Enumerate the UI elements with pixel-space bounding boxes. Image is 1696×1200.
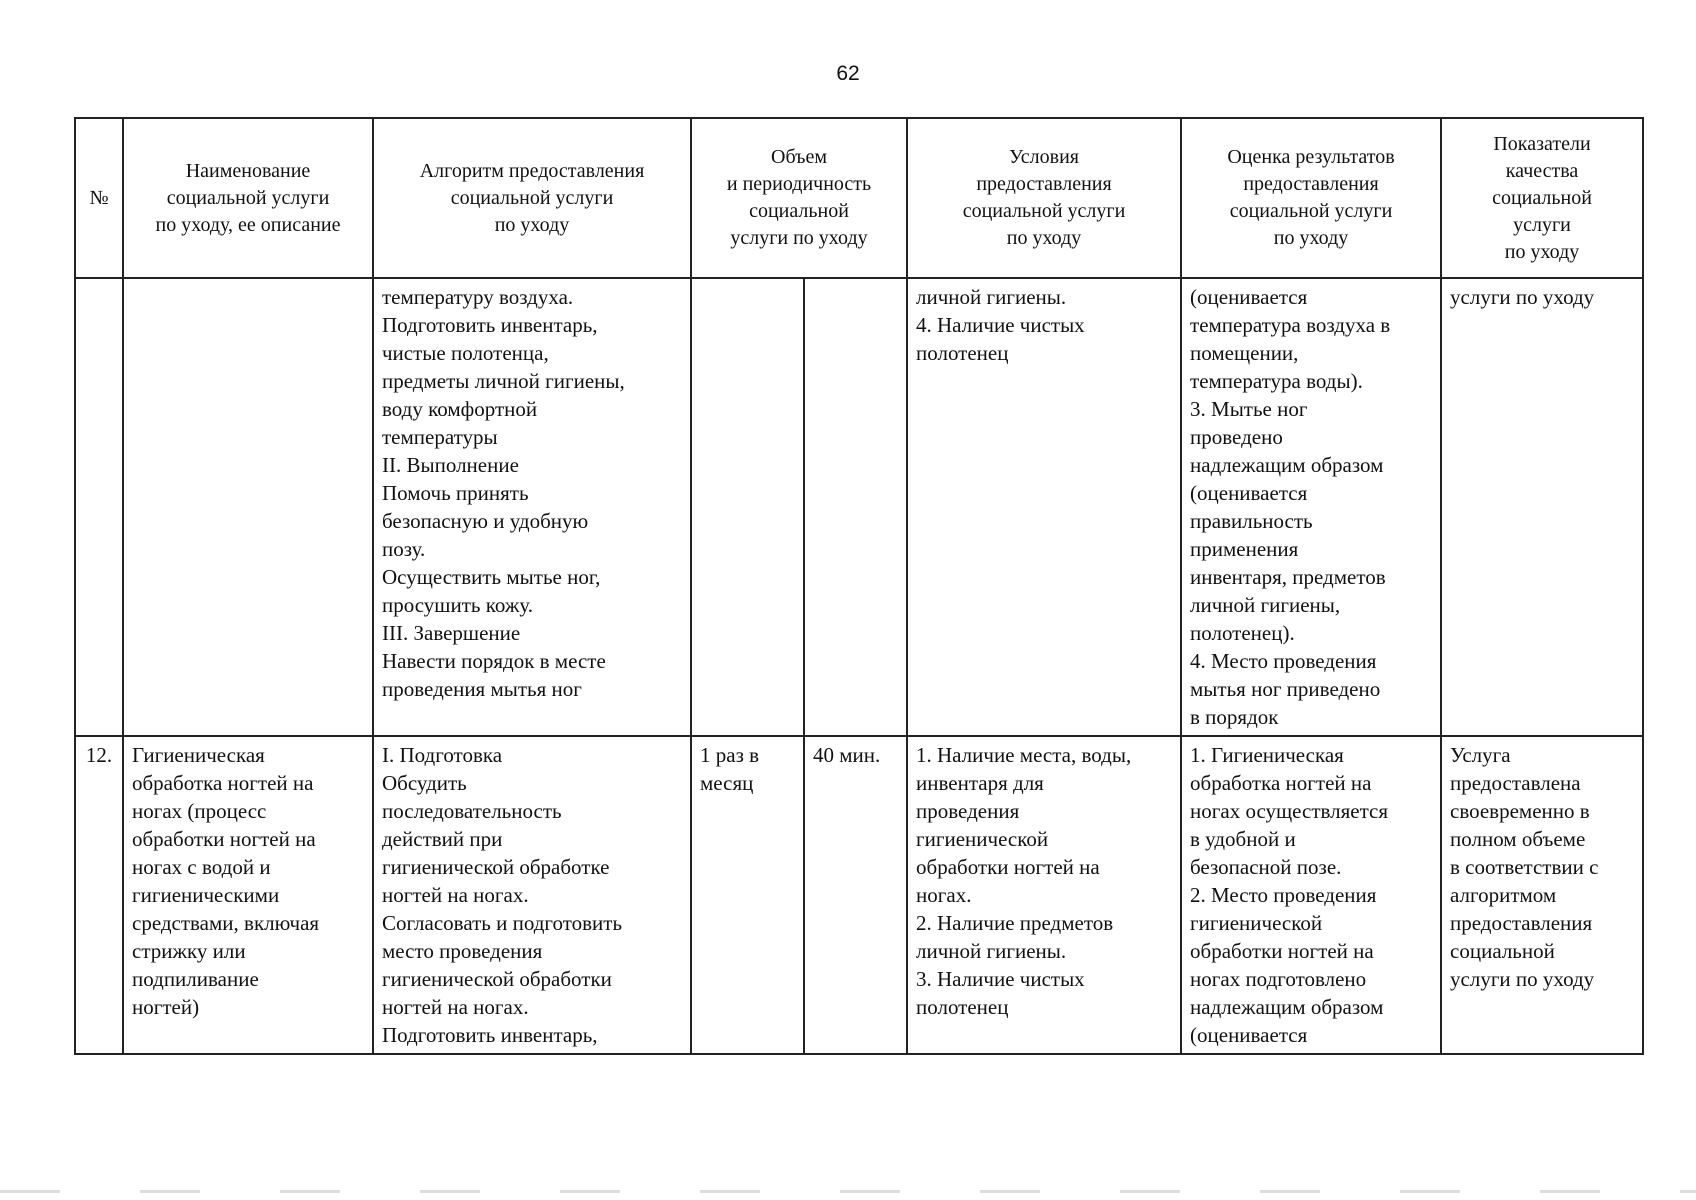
text-line: помещении, [1190,341,1299,365]
text-line: Помочь принять [382,481,529,505]
text-line: Гигиеническая [132,743,265,767]
text-line: стрижку или [132,939,246,963]
text-line: по уходу [1504,240,1580,263]
text-line: безопасную и удобную [382,509,589,533]
algorithm-cell [373,736,691,1054]
text-line: II. Выполнение [382,453,519,477]
services-table [74,117,1644,1055]
text-line: безопасной позе. [1190,855,1342,879]
text-line: социальной услуги [166,186,330,209]
text-line: Условия [1009,146,1079,168]
conditions-cell [907,736,1181,1054]
text-line: гигиенической [916,827,1049,851]
text-line: социальной [1450,939,1555,963]
text-line: услуги по уходу [1450,285,1595,309]
text-line: предоставления [1243,173,1379,195]
text-line: гигиенической обработке [382,855,610,879]
text-line: ногах (процесс [132,799,267,823]
text-line: социальной [1492,186,1592,209]
duration-cell: 40 мин. [804,736,907,1054]
text-line: полотенец). [1190,621,1295,645]
text-line: I. Подготовка [382,743,503,767]
text-line: 2. Место проведения [1190,883,1377,907]
text-line: алгоритмом [1450,883,1557,907]
text-line: просушить кожу. [382,593,533,617]
text-line: Подготовить инвентарь, [382,1023,598,1047]
text-line: 1. Гигиеническая [1190,743,1344,767]
text-line: 1 раз в [700,743,760,767]
text-line: проведено [1190,425,1283,449]
text-line: социальной услуги [1229,200,1393,222]
text-line: Услуга [1450,743,1511,767]
header-name [123,118,373,278]
page-number: 62 [836,62,860,85]
text-line: услуги [1513,213,1571,236]
text-line: проведения мытья ног [382,677,582,701]
text-line: действий при [382,827,503,851]
text-line: гигиеническими [132,883,280,907]
text-line: 4. Место проведения [1190,649,1377,673]
text-line: полном объеме [1450,827,1586,851]
text-line: услуги по уходу [1450,967,1595,991]
text-line: средствами, включая [132,911,320,935]
text-line: в порядок [1190,705,1279,729]
text-line: ногах. [916,883,972,907]
text-line: полотенец [916,341,1009,365]
text-line: ногтей на ногах. [382,883,529,907]
text-line: последовательность [382,799,562,823]
header-num: № [75,118,123,278]
text-line: обработки ногтей на [1190,939,1374,963]
text-line: Показатели [1493,132,1591,155]
text-line: в удобной и [1190,827,1296,851]
text-line: Оценка результатов [1227,146,1395,168]
text-line: социальной услуги [962,200,1126,222]
duration-cell [804,278,907,736]
text-line: Наименование [185,159,311,182]
text-line: предоставления [1450,911,1593,935]
text-line: личной гигиены. [916,939,1067,963]
text-line: температура воды). [1190,369,1363,393]
text-line: социальной [749,200,849,222]
text-line: проведения [916,799,1020,823]
text-line: Подготовить инвентарь, [382,313,598,337]
text-line: 4. Наличие чистых [916,313,1085,337]
conditions-cell [907,278,1181,736]
text-line: чистые полотенца, [382,341,549,365]
text-line: услуги по уходу [730,227,868,249]
service-name-cell [123,278,373,736]
text-line: применения [1190,537,1299,561]
quality-cell [1441,736,1643,1054]
text-line: по уходу [494,213,570,236]
frequency-cell [691,278,804,736]
text-line: 1. Наличие места, воды, [916,743,1132,767]
text-line: социальной услуги [450,186,614,209]
text-line: в соответствии с [1450,855,1599,879]
text-line: Объем [771,146,827,168]
evaluation-cell [1181,736,1441,1054]
text-line: позу. [382,537,426,561]
text-line: личной гигиены, [1190,593,1341,617]
text-line: 3. Мытье ног [1190,397,1308,421]
text-line: полотенец [916,995,1009,1019]
text-line: инвентаря для [916,771,1044,795]
text-line: ногтей) [132,995,200,1019]
row-number: 12. [75,736,123,1054]
text-line: личной гигиены. [916,285,1067,309]
text-line: ногтей на ногах. [382,995,529,1019]
text-line: ногах осуществляется [1190,799,1389,823]
text-line: (оценивается [1190,481,1308,505]
row-number [75,278,123,736]
text-line: инвентаря, предметов [1190,565,1386,589]
header-algorithm [373,118,691,278]
text-line: предоставления [976,173,1112,195]
text-line: 2. Наличие предметов [916,911,1114,935]
frequency-cell [691,736,804,1054]
text-line: гигиенической [1190,911,1323,935]
text-line: III. Завершение [382,621,521,645]
text-line: подпиливание [132,967,259,991]
text-line: обработки ногтей на [916,855,1100,879]
text-line: 3. Наличие чистых [916,967,1085,991]
table-row [75,278,1643,736]
text-line: и периодичность [726,173,872,195]
header-quality [1441,118,1643,278]
evaluation-cell [1181,278,1441,736]
text-line: правильность [1190,509,1313,533]
text-line: Обсудить [382,771,467,795]
text-line: Алгоритм предоставления [419,159,645,182]
text-line: воду комфортной [382,397,538,421]
table-header-row [75,118,1643,278]
quality-cell [1441,278,1643,736]
text-line: температуру воздуха. [382,285,574,309]
service-name-cell [123,736,373,1054]
text-line: по уходу [1006,227,1082,249]
text-line: ногах с водой и [132,855,271,879]
text-line: обработка ногтей на [132,771,314,795]
text-line: обработка ногтей на [1190,771,1372,795]
text-line: по уходу, ее описание [155,213,341,236]
table-row [75,736,1643,1054]
text-line: (оценивается [1190,1023,1308,1047]
header-conditions [907,118,1181,278]
text-line: месяц [700,771,754,795]
text-line: надлежащим образом [1190,995,1384,1019]
text-line: предметы личной гигиены, [382,369,625,393]
text-line: своевременно в [1450,799,1590,823]
text-line: обработки ногтей на [132,827,316,851]
text-line: (оценивается [1190,285,1308,309]
scan-edge-artifact [0,1190,1696,1193]
text-line: Согласовать и подготовить [382,911,623,935]
text-line: Навести порядок в месте [382,649,606,673]
algorithm-cell [373,278,691,736]
text-line: предоставлена [1450,771,1581,795]
text-line: Осуществить мытье ног, [382,565,601,589]
header-volume [691,118,907,278]
text-line: мытья ног приведено [1190,677,1381,701]
text-line: гигиенической обработки [382,967,612,991]
text-line: место проведения [382,939,543,963]
text-line: ногах подготовлено [1190,967,1367,991]
text-line: качества [1505,159,1579,182]
text-line: температура воздуха в [1190,313,1391,337]
text-line: температуры [382,425,498,449]
header-evaluation [1181,118,1441,278]
text-line: надлежащим образом [1190,453,1384,477]
text-line: по уходу [1273,227,1349,249]
